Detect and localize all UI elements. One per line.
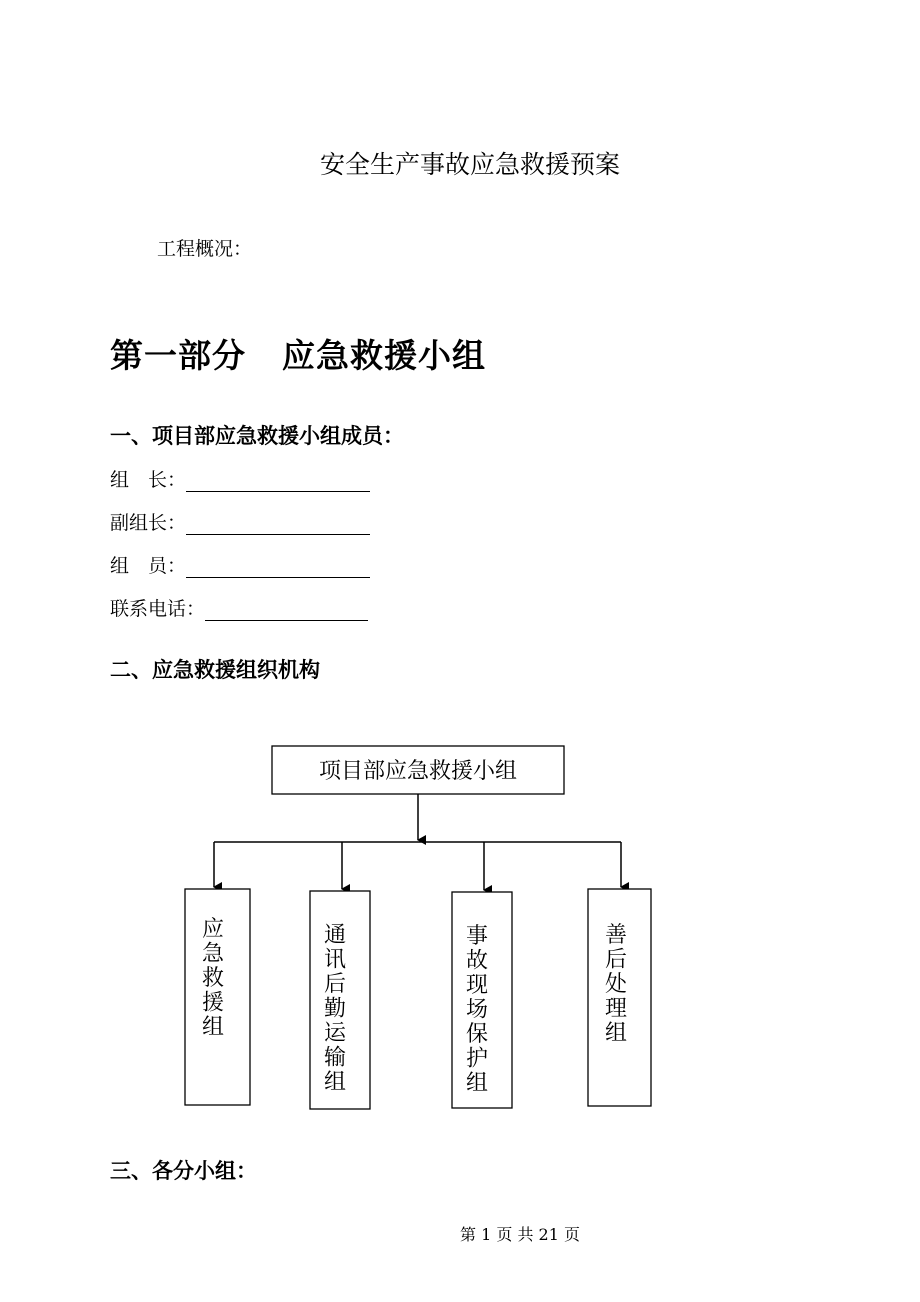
section-one-heading: 一、项目部应急救援小组成员：: [110, 423, 404, 448]
page-footer: 第 1 页 共 21 页: [460, 1225, 580, 1244]
org-group-aftermath: [588, 889, 651, 1106]
org-group-label-1: 应急救援组: [201, 917, 225, 1040]
project-overview-label: 工程概况：: [157, 238, 253, 260]
org-root-node: [272, 746, 564, 794]
org-root-label: 项目部应急救援小组: [318, 759, 518, 784]
part-title: 应急救援小组: [282, 336, 486, 375]
section-three-heading: 三、各分小组：: [110, 1158, 257, 1183]
contact-phone-label: 联系电话：: [110, 598, 206, 620]
deputy-leader-label: 副组长：: [110, 512, 187, 534]
org-group-emergency-rescue: [185, 889, 250, 1105]
org-group-scene-protection: [452, 892, 512, 1108]
part-number: 第一部分: [110, 336, 246, 375]
member-label: 组 员：: [110, 555, 187, 577]
leader-label: 组 长：: [110, 469, 187, 491]
document-title: 安全生产事故应急救援预案: [319, 150, 620, 179]
org-group-label-4: 善后处理组: [604, 923, 628, 1046]
org-group-label-2: 通讯后勤运输组: [323, 923, 347, 1095]
section-two-heading: 二、应急救援组织机构: [110, 657, 320, 682]
org-group-label-3: 事故现场保护组: [465, 924, 489, 1096]
org-group-communication-logistics: [310, 891, 370, 1109]
